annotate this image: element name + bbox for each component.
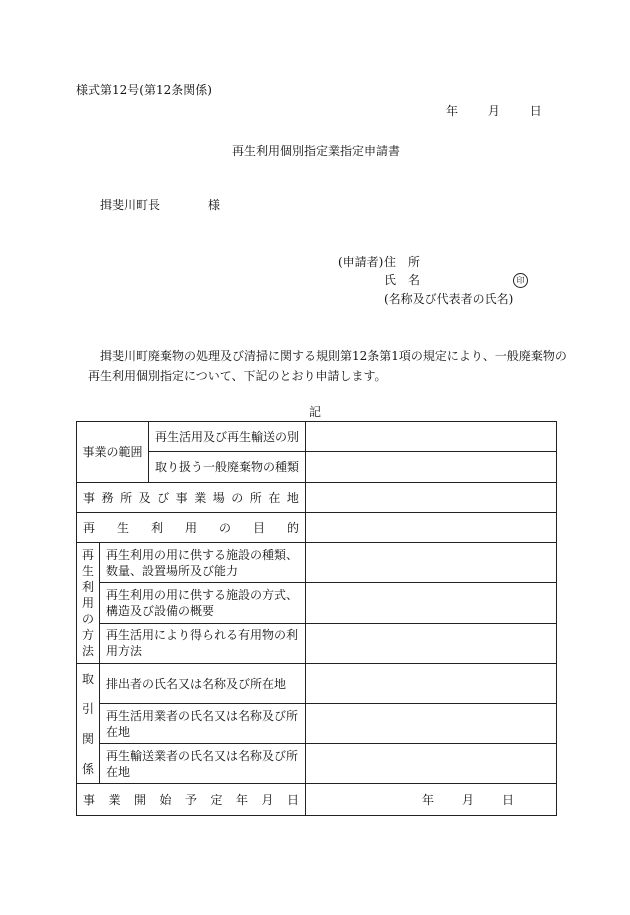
- body-line-2: 再生利用個別指定について、下記のとおり申請します。: [88, 369, 387, 383]
- table-row: [77, 744, 557, 784]
- table-row: [77, 422, 557, 452]
- scope-item-2: 取り扱う一般廃棄物の種類: [149, 452, 306, 483]
- scope-item-1: 再生活用及び再生輸送の別: [149, 422, 306, 452]
- label-char: の: [81, 612, 94, 626]
- label-char: 業: [194, 490, 207, 505]
- addressee-honorific: 様: [208, 198, 221, 212]
- label-char: 関: [81, 731, 94, 746]
- start-month: 月: [461, 792, 474, 807]
- method-value-3[interactable]: [306, 623, 557, 663]
- label-char: 日: [287, 792, 300, 807]
- record-heading: 記: [309, 405, 322, 419]
- label-char: 事: [83, 490, 96, 505]
- method-item-2: 再生利用の用に供する施設の方式、構造及び設備の概要: [100, 583, 306, 623]
- label-char: 事: [83, 792, 96, 807]
- name-label: 氏 名: [384, 273, 421, 287]
- method-item-3: 再生活用により得られる有用物の利用方法: [100, 623, 306, 663]
- label-char: の: [219, 520, 232, 535]
- label-char: 月: [261, 792, 274, 807]
- label-char: 務: [101, 490, 114, 505]
- start-date-value[interactable]: [306, 784, 557, 816]
- scope-value-2[interactable]: [306, 452, 557, 483]
- label-char: 開: [134, 792, 147, 807]
- purpose-label: [77, 513, 306, 543]
- date-day: 日: [529, 104, 542, 118]
- trade-item-1: 排出者の氏名又は名称及び所在地: [100, 664, 306, 704]
- label-char: 地: [286, 490, 299, 505]
- date-line: [446, 104, 542, 118]
- label-char: 係: [81, 761, 94, 776]
- trade-item-2: 再生活用業者の氏名又は名称及び所在地: [100, 704, 306, 744]
- label-char: 法: [81, 644, 94, 658]
- label-char: 生: [117, 520, 130, 535]
- body-line-1: 揖斐川町廃棄物の処理及び清掃に関する規則第12条第1項の規定により、一般廃棄物の: [100, 349, 567, 363]
- start-day: 日: [502, 792, 515, 807]
- application-table: [76, 421, 557, 816]
- address-label: 住 所: [384, 255, 421, 269]
- trade-item-3: 再生輸送業者の氏名又は名称及び所在地: [100, 744, 306, 784]
- label-char: 所: [120, 490, 133, 505]
- trade-value-1[interactable]: [306, 664, 557, 704]
- table-row: [77, 543, 557, 583]
- label-char: 目: [253, 520, 266, 535]
- table-row: [77, 664, 557, 704]
- addressee-name: 揖斐川町長: [100, 198, 161, 212]
- table-row: [77, 704, 557, 744]
- label-char: 用: [81, 596, 94, 610]
- scope-value-1[interactable]: [306, 422, 557, 452]
- date-month: 月: [487, 104, 500, 118]
- office-location-label: [77, 483, 306, 513]
- table-row: [77, 513, 557, 543]
- label-char: の: [231, 490, 244, 505]
- table-row: [77, 483, 557, 513]
- method-value-1[interactable]: [306, 543, 557, 583]
- label-char: 取: [81, 671, 94, 686]
- label-char: 再: [83, 520, 96, 535]
- method-item-1: 再生利用の用に供する施設の種類、数量、設置場所及び能力: [100, 543, 306, 583]
- applicant-note: (名称及び代表者の氏名): [384, 292, 514, 306]
- trade-label: [77, 664, 100, 784]
- date-year: 年: [446, 104, 459, 118]
- trade-value-2[interactable]: [306, 704, 557, 744]
- label-char: 方: [81, 628, 94, 642]
- label-char: 引: [81, 701, 94, 716]
- trade-value-3[interactable]: [306, 744, 557, 784]
- label-char: 予: [185, 792, 198, 807]
- start-date-label: [77, 784, 306, 816]
- scope-label: 事業の範囲: [77, 422, 149, 483]
- office-location-value[interactable]: [306, 483, 557, 513]
- label-char: 事: [175, 490, 188, 505]
- label-char: 再: [81, 548, 94, 562]
- applicant-label: (申請者): [338, 255, 384, 269]
- method-value-2[interactable]: [306, 583, 557, 623]
- table-row: [77, 784, 557, 816]
- label-char: 的: [287, 520, 300, 535]
- table-row: [77, 583, 557, 623]
- label-char: 利: [81, 580, 94, 594]
- form-number: 様式第12号(第12条関係): [76, 83, 212, 97]
- method-label: [77, 543, 100, 664]
- label-char: 及: [138, 490, 151, 505]
- label-char: 所: [249, 490, 262, 505]
- label-char: 利: [151, 520, 164, 535]
- table-row: [77, 452, 557, 483]
- label-char: 生: [81, 564, 94, 578]
- label-char: び: [157, 490, 170, 505]
- seal-mark: 印: [513, 273, 528, 288]
- purpose-value[interactable]: [306, 513, 557, 543]
- table-row: [77, 623, 557, 663]
- document-title: 再生利用個別指定業指定申請書: [232, 144, 401, 158]
- start-year: 年: [421, 792, 434, 807]
- label-char: 始: [159, 792, 172, 807]
- label-char: 在: [268, 490, 281, 505]
- label-char: 年: [236, 792, 249, 807]
- label-char: 場: [212, 490, 225, 505]
- label-char: 業: [108, 792, 121, 807]
- label-char: 定: [210, 792, 223, 807]
- label-char: 用: [185, 520, 198, 535]
